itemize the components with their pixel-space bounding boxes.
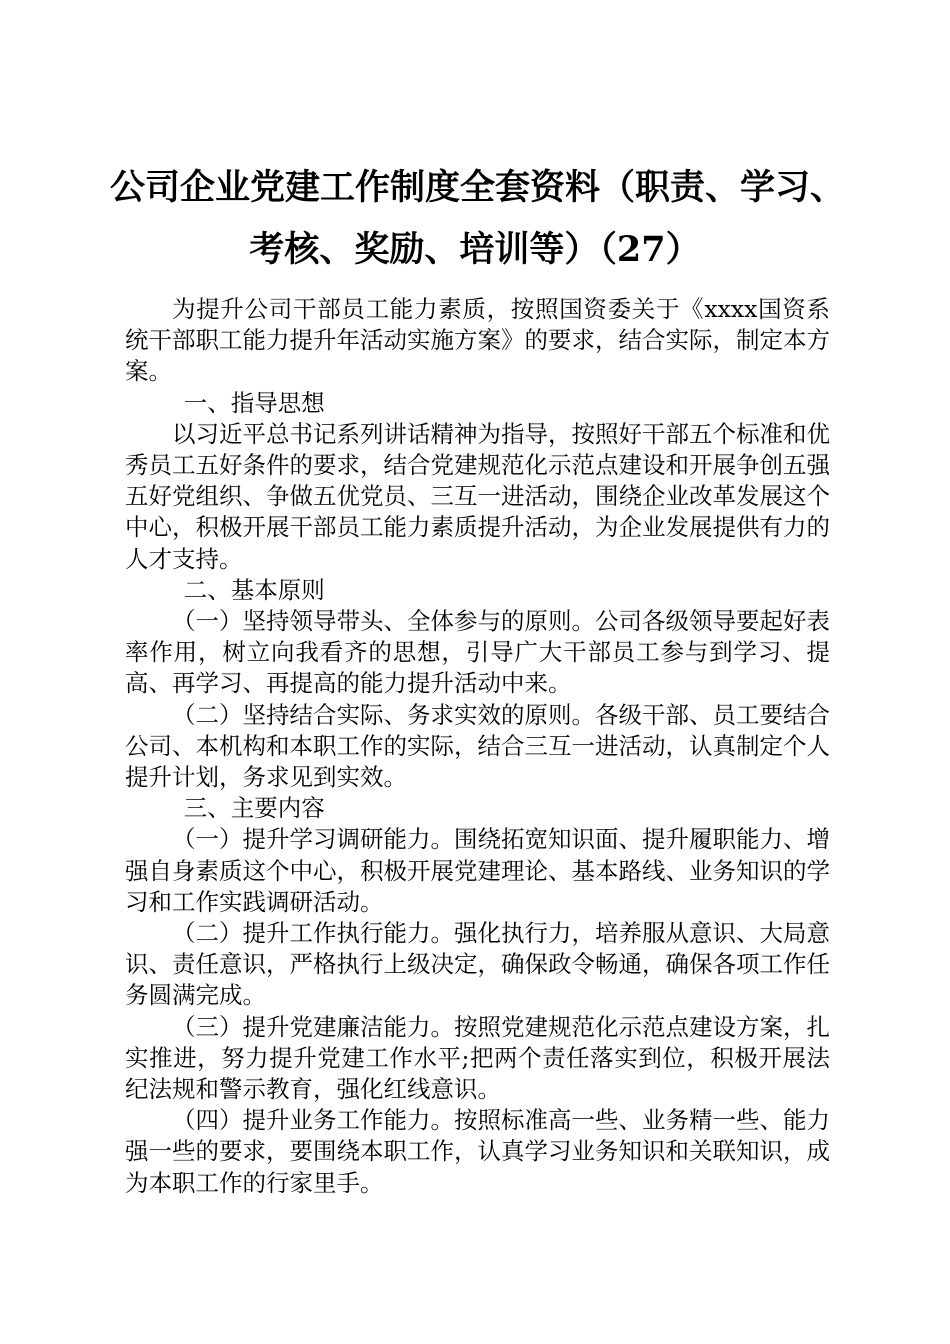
content-paragraph-1: （一）提升学习调研能力。围绕拓宽知识面、提升履职能力、增强自身素质这个中心，积极开展党建理论、基本路线、业务知识的学习和工作实践调研活动。 (125, 825, 830, 916)
title-line-1: 公司企业党建工作制度全套资料（职责、学习、 (110, 167, 846, 208)
document-title (110, 157, 846, 281)
document-body (125, 294, 830, 1199)
principle-paragraph-2: （二）坚持结合实际、务求实效的原则。各级干部、员工要结合公司、本机构和本职工作的实际，结合三互一进活动，认真制定个人提升计划，务求见到实效。 (125, 700, 830, 792)
content-paragraph-4: （四）提升业务工作能力。按照标准高一些、业务精一些、能力强一些的要求，要围绕本职工作，认真学习业务知识和关联知识，成为本职工作的行家里手。 (125, 1106, 830, 1197)
intro-paragraph: 为提升公司干部员工能力素质，按照国资委关于《xxxx国资系统干部职工能力提升年活动实施方案》的要求，结合实际，制定本方案。 (125, 295, 830, 386)
section-heading-basic-principles: 二、基本原则 (183, 575, 325, 604)
content-paragraph-3: （三）提升党建廉洁能力。按照党建规范化示范点建设方案，扎实推进，努力提升党建工作水平;把两个责任落实到位，积极开展法纪法规和警示教育，强化红线意识。 (125, 1012, 830, 1104)
section-heading-main-content: 三、主要内容 (183, 794, 325, 823)
content-paragraph-2: （二）提升工作执行能力。强化执行力，培养服从意识、大局意识、责任意识，严格执行上级决定，确保政令畅通，确保各项工作任务圆满完成。 (125, 919, 830, 1010)
section-heading-guiding-thought: 一、指导思想 (183, 388, 325, 417)
title-line-2: 考核、奖励、培训等）（27） (249, 229, 701, 270)
principle-paragraph-1: （一）坚持领导带头、全体参与的原则。公司各级领导要起好表率作用，树立向我看齐的思想，引导广大干部员工参与到学习、提高、再学习、再提高的能力提升活动中来。 (125, 607, 830, 698)
guiding-thought-paragraph: 以习近平总书记系列讲话精神为指导，按照好干部五个标准和优秀员工五好条件的要求，结合党建规范化示范点建设和开展争创五强五好党组织、争做五优党员、三互一进活动，围绕企业改革发展这个中心，积极开展干部员工能力素质提升活动，为企业发展提供有力的人才支持。 (125, 419, 830, 573)
